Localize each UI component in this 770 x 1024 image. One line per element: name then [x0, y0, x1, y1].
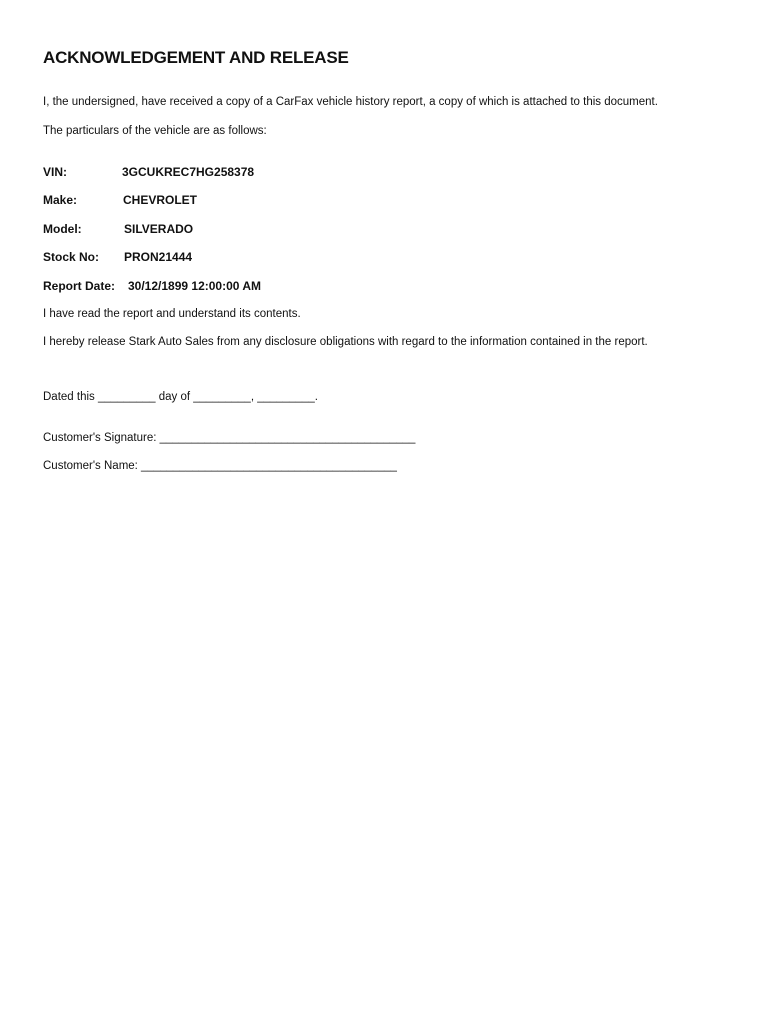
report-date-value: 30/12/1899 12:00:00 AM — [128, 279, 261, 293]
make-label: Make: — [43, 193, 78, 207]
particulars-text: The particulars of the vehicle are as follows: — [43, 125, 267, 137]
vin-value: 3GCUKREC7HG258378 — [122, 165, 255, 179]
dated-line: Dated this _________ day of _________, _________. — [43, 391, 318, 403]
stock-value: PRON21444 — [124, 250, 193, 264]
signature-line: Customer's Signature: ________________________________________ — [43, 432, 416, 444]
intro-text: I, the undersigned, have received a copy of a CarFax vehicle history report, a copy of which is attached to this document. — [43, 96, 658, 108]
vin-label: VIN: — [43, 165, 67, 179]
release-statement: I hereby release Stark Auto Sales from any disclosure obligations with regard to the information contained in the report. — [43, 336, 648, 348]
name-line: Customer's Name: ________________________________________ — [43, 460, 397, 472]
make-value: CHEVROLET — [123, 193, 198, 207]
stock-label: Stock No: — [43, 250, 100, 264]
read-statement: I have read the report and understand its contents. — [43, 308, 301, 320]
document-title: ACKNOWLEDGEMENT AND RELEASE — [43, 48, 349, 67]
model-label: Model: — [43, 222, 82, 236]
report-date-label: Report Date: — [43, 279, 116, 293]
model-value: SILVERADO — [124, 222, 194, 236]
